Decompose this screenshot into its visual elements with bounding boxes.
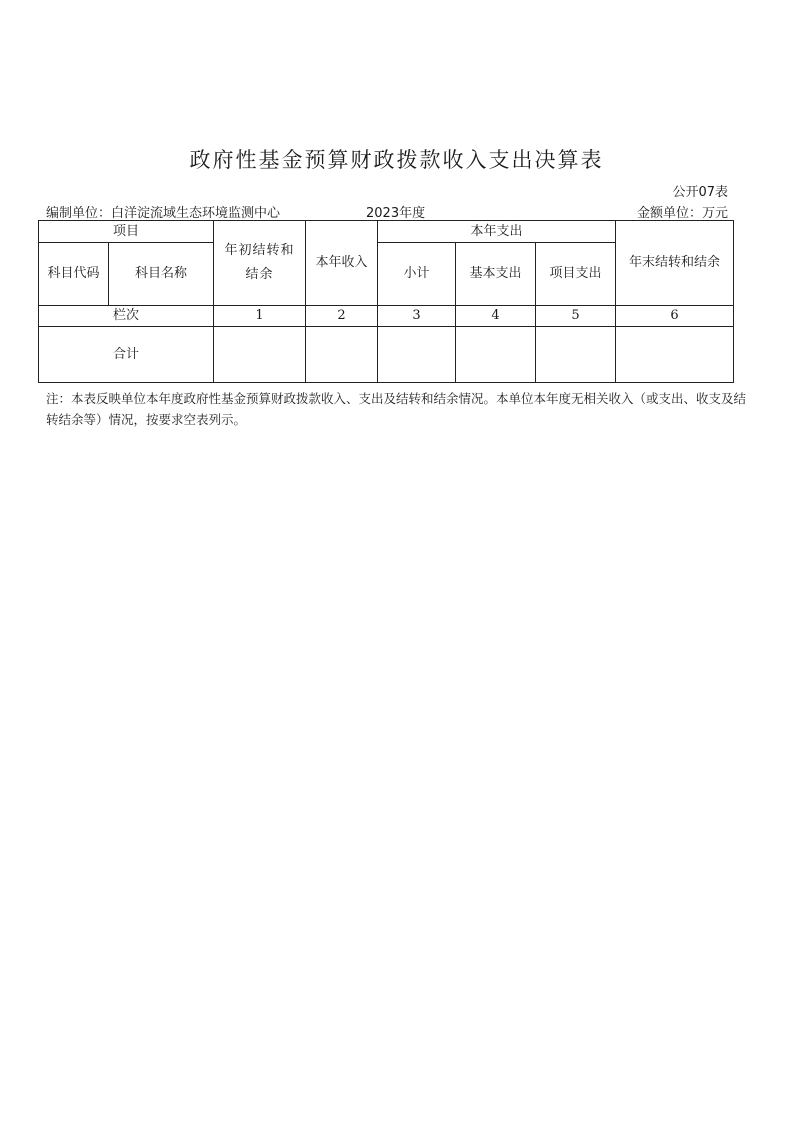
page-title: 政府性基金预算财政拨款收入支出决算表	[189, 148, 604, 172]
header-code: 科目代码	[39, 243, 109, 306]
index-row-label: 栏次	[39, 306, 214, 327]
footnote: 注：本表反映单位本年度政府性基金预算财政拨款收入、支出及结转和结余情况。本单位本年度无相关收入（或支出、收支及结转结余等）情况，按要求空表列示。	[46, 391, 747, 427]
index-col-2: 2	[306, 306, 378, 327]
reporting-unit: 编制单位：白洋淀流域生态环境监测中心	[46, 206, 281, 221]
total-col-3	[378, 327, 456, 383]
fiscal-year: 2023年度	[366, 206, 426, 221]
header-start-balance	[214, 221, 306, 306]
meta-line	[46, 202, 728, 220]
header-income: 本年收入	[306, 221, 378, 306]
total-col-5	[536, 327, 616, 383]
header-expense-group: 本年支出	[378, 221, 616, 243]
index-col-3: 3	[378, 306, 456, 327]
form-code: 公开07表	[672, 185, 728, 200]
total-col-6	[616, 327, 734, 383]
header-project: 项目	[39, 221, 214, 243]
total-col-1	[214, 327, 306, 383]
header-project-expense: 项目支出	[536, 243, 616, 306]
header-end-balance: 年末结转和结余	[616, 221, 734, 306]
total-row	[39, 327, 734, 383]
index-col-4: 4	[456, 306, 536, 327]
budget-table	[38, 220, 734, 383]
total-col-2	[306, 327, 378, 383]
header-basic-expense: 基本支出	[456, 243, 536, 306]
index-row	[39, 306, 734, 327]
header-subtotal: 小计	[378, 243, 456, 306]
total-row-label: 合计	[39, 327, 214, 383]
index-col-1: 1	[214, 306, 306, 327]
currency-unit: 金额单位：万元	[636, 206, 728, 221]
index-col-6: 6	[616, 306, 734, 327]
header-name: 科目名称	[109, 243, 214, 306]
header-row-1	[39, 221, 734, 243]
header-start-balance-text: 年初结转和结余	[224, 243, 295, 282]
total-col-4	[456, 327, 536, 383]
index-col-5: 5	[536, 306, 616, 327]
